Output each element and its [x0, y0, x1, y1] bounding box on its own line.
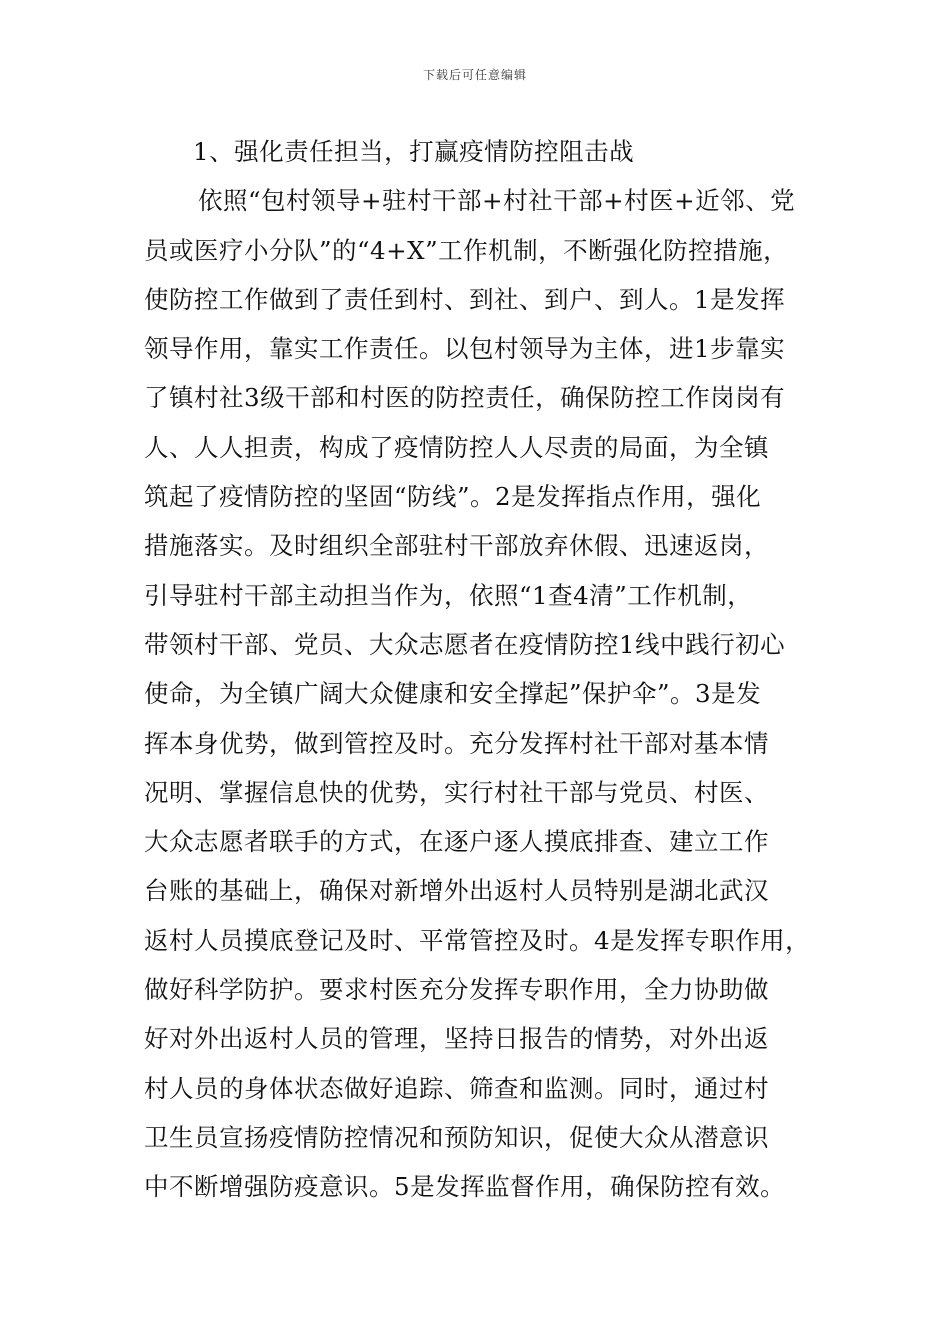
paragraph-line: 台账的基础上，确保对新增外出返村人员特别是湖北武汉 — [144, 876, 769, 906]
paragraph-line: 使命，为全镇广阔大众健康和安全撑起”保护伞”。3是发 — [144, 679, 762, 709]
paragraph-line: 返村人员摸底登记及时、平常管控及时。4是发挥专职作用， — [144, 925, 811, 955]
paragraph-line: 引导驻村干部主动担当作为，依照“1查4清”工作机制， — [144, 580, 753, 610]
paragraph-line: 带领村干部、党员、大众志愿者在疫情防控1线中践行初心 — [144, 629, 786, 659]
paragraph-line: 领导作用，靠实工作责任。以包村领导为主体，进1步靠实 — [144, 334, 786, 364]
header-note: 下载后可任意编辑 — [422, 68, 527, 82]
paragraph-line: 措施落实。及时组织全部驻村干部放弃休假、迅速返岗， — [144, 531, 769, 561]
paragraph-line: 村人员的身体状态做好追踪、筛查和监测。同时，通过村 — [144, 1073, 769, 1103]
paragraph-line: 依照“包村领导+驻村干部+村社干部+村医+近邻、党 — [198, 186, 796, 216]
paragraph-line: 中不断增强防疫意识。5是发挥监督作用，确保防控有效。 — [144, 1172, 786, 1202]
paragraph-line: 了镇村社3级干部和村医的防控责任，确保防控工作岗岗有 — [144, 383, 786, 413]
document-body — [144, 127, 834, 1212]
section-heading: 1、强化责任担当，打赢疫情防控阻击战 — [193, 137, 635, 166]
paragraph-line: 况明、掌握信息快的优势，实行村社干部与党员、村医、 — [144, 777, 769, 807]
paragraph-line: 人、人人担责，构成了疫情防控人人尽责的局面，为全镇 — [144, 432, 769, 462]
paragraph-line: 大众志愿者联手的方式，在逐户逐人摸底排查、建立工作 — [144, 827, 769, 857]
paragraph-line: 挥本身优势，做到管控及时。充分发挥村社干部对基本情 — [144, 728, 769, 758]
paragraph-line: 好对外出返村人员的管理，坚持日报告的情势，对外出返 — [144, 1024, 769, 1054]
paragraph-line: 做好科学防护。要求村医充分发挥专职作用，全力协助做 — [144, 975, 769, 1005]
paragraph-line: 筑起了疫情防控的坚固“防线”。2是发挥指点作用，强化 — [144, 482, 762, 512]
paragraph-line: 使防控工作做到了责任到村、到社、到户、到人。1是发挥 — [144, 284, 786, 314]
paragraph-line: 员或医疗小分队”的“4+X”工作机制，不断强化防控措施， — [144, 235, 789, 265]
paragraph-line: 卫生员宣扬疫情防控情况和预防知识，促使大众从潜意识 — [144, 1122, 769, 1152]
